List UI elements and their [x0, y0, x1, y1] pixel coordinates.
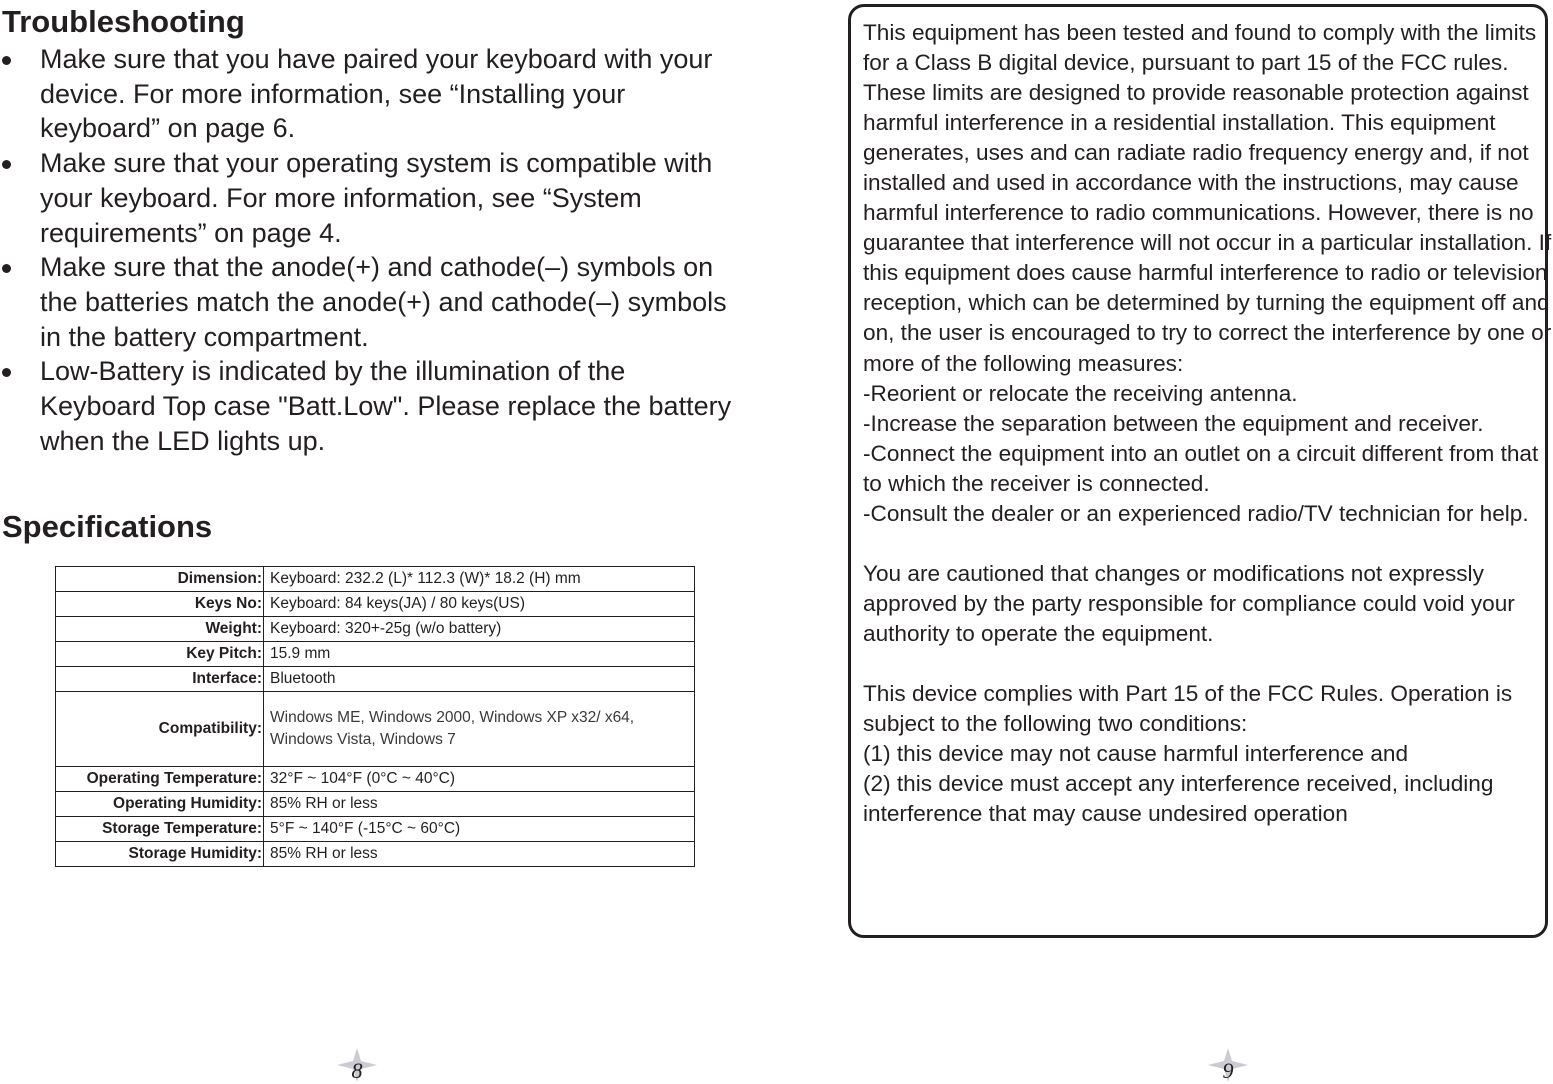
fcc-compliance-intro: This device complies with Part 15 of the FCC Rules. Operation is subject to the following two conditions: [863, 681, 1513, 737]
spec-row-interface [56, 667, 695, 692]
troubleshooting-item-text: Low-Battery is indicated by the illumination of the Keyboard Top case "Batt.Low". Please replace the battery when the LED lights up. [40, 356, 732, 456]
bullet-icon [2, 56, 11, 65]
spec-row-operating-humidity [56, 792, 695, 817]
fcc-notice [863, 18, 1553, 829]
spec-label: Storage Humidity: [56, 842, 264, 867]
paragraph-spacer [863, 649, 1553, 679]
spec-value: Keyboard: 320+-25g (w/o battery) [264, 617, 695, 642]
spec-label: Compatibility: [56, 692, 264, 767]
spec-label: Storage Temperature: [56, 817, 264, 842]
left-page [0, 0, 760, 1082]
fcc-measure: -Connect the equipment into an outlet on a circuit different from that to which the receiver is connected. [863, 440, 1539, 496]
fcc-measure: -Consult the dealer or an experienced radio/TV technician for help. [863, 500, 1529, 526]
paragraph-spacer [863, 529, 1553, 559]
spec-row-key-pitch [56, 642, 695, 667]
fcc-condition: (2) this device must accept any interference received, including interference that may cause undesired operation [863, 771, 1494, 827]
bullet-icon [2, 264, 11, 273]
specifications-heading: Specifications [2, 509, 213, 544]
spec-label: Keys No: [56, 592, 264, 617]
spec-row-compatibility [56, 692, 695, 767]
spec-label: Weight: [56, 617, 264, 642]
troubleshooting-item-text: Make sure that your operating system is compatible with your keyboard. For more information, see “System requirements” on page 4. [40, 148, 713, 248]
fcc-caution: You are cautioned that changes or modifications not expressly approved by the party responsible for compliance could void your authority to operate the equipment. [863, 560, 1515, 646]
spec-label: Interface: [56, 667, 264, 692]
specifications-table [55, 566, 695, 867]
spec-value: Keyboard: 232.2 (L)* 112.3 (W)* 18.2 (H) mm [264, 567, 695, 592]
spec-value: 5°F ~ 140°F (-15°C ~ 60°C) [264, 817, 695, 842]
page-number-text: 8 [351, 1058, 363, 1083]
spec-row-dimension [56, 567, 695, 592]
spec-row-weight [56, 617, 695, 642]
page-number-text: 9 [1222, 1058, 1234, 1083]
spec-row-keys [56, 592, 695, 617]
spec-value: Windows ME, Windows 2000, Windows XP x32/ x64, Windows Vista, Windows 7 [264, 692, 695, 767]
fcc-condition: (1) this device may not cause harmful interference and [863, 741, 1409, 767]
bullet-icon [2, 368, 11, 377]
spec-value: 85% RH or less [264, 792, 695, 817]
spec-row-storage-temperature [56, 817, 695, 842]
troubleshooting-item [0, 42, 745, 146]
troubleshooting-item-text: Make sure that the anode(+) and cathode(–) symbols on the batteries match the anode(+) and cathode(–) symbols in the battery compartment. [40, 252, 727, 352]
spec-value: 32°F ~ 104°F (0°C ~ 40°C) [264, 767, 695, 792]
spec-row-operating-temperature [56, 767, 695, 792]
spec-value: Bluetooth [264, 667, 695, 692]
spec-label: Operating Temperature: [56, 767, 264, 792]
spec-value: 85% RH or less [264, 842, 695, 867]
page-number-right [1208, 1048, 1248, 1082]
troubleshooting-item [0, 354, 745, 458]
troubleshooting-heading: Troubleshooting [2, 4, 245, 39]
page-number-left [337, 1048, 377, 1082]
troubleshooting-item [0, 146, 745, 250]
fcc-measure: -Reorient or relocate the receiving antenna. [863, 380, 1298, 406]
fcc-statement: This equipment has been tested and found to comply with the limits for a Class B digital device, pursuant to part 15 of the FCC rules. These limits are designed to provide reasonable protection against harmful interference in a residential installation. This equipment generates, uses and can radiate radio frequency energy and, if not installed and used in accordance with the instructions, may cause harmful interference to radio communications. However, there is no guarantee that interference will not occur in a particular installation. If this equipment does cause harmful interference to radio or television reception, which can be determined by turning the equipment off and on, the user is encouraged to try to correct the interference by one or more of the following measures: [863, 20, 1552, 376]
fcc-measure: -Increase the separation between the equipment and receiver. [863, 410, 1484, 436]
spec-label: Key Pitch: [56, 642, 264, 667]
spec-label: Dimension: [56, 567, 264, 592]
spec-value: Keyboard: 84 keys(JA) / 80 keys(US) [264, 592, 695, 617]
troubleshooting-item-text: Make sure that you have paired your keyboard with your device. For more information, see “Installing your keyboard” on page 6. [40, 44, 713, 144]
troubleshooting-list [0, 42, 745, 458]
spec-label: Operating Humidity: [56, 792, 264, 817]
bullet-icon [2, 160, 11, 169]
troubleshooting-item [0, 250, 745, 354]
spec-row-storage-humidity [56, 842, 695, 867]
spec-value: 15.9 mm [264, 642, 695, 667]
